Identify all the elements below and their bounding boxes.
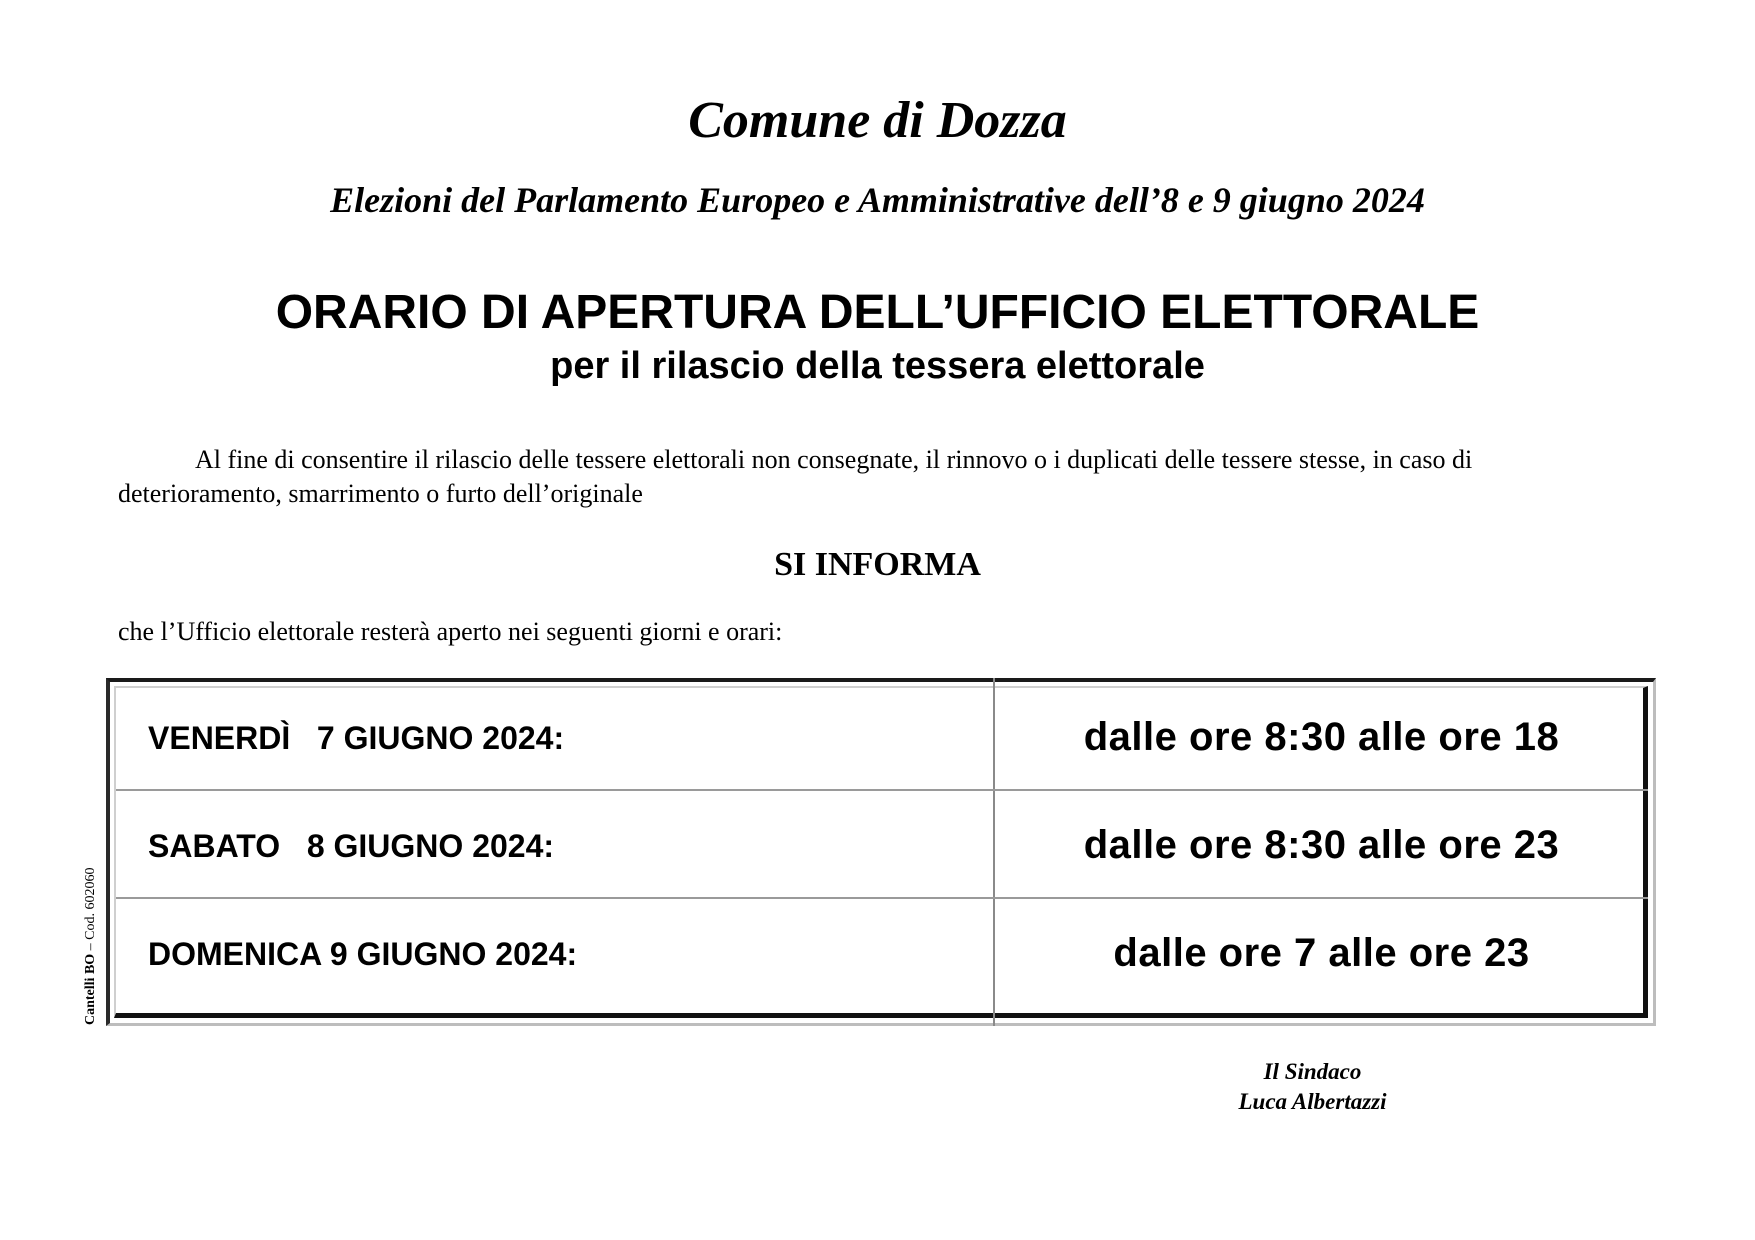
announcement-heading: SI INFORMA — [774, 546, 981, 583]
election-subtitle: Elezioni del Parlamento Europeo e Amministrative dell’8 e 9 giugno 2024 — [330, 180, 1425, 220]
schedule-day: DOMENICA 9 GIUGNO 2024: — [148, 936, 578, 972]
schedule-hours: dalle ore 8:30 alle ore 23 — [1083, 823, 1560, 867]
printer-name: Cantelli BO — [83, 953, 98, 1025]
page-title: Comune di Dozza — [688, 92, 1067, 149]
signature-name: Luca Albertazzi — [1238, 1089, 1387, 1114]
notice-heading: ORARIO DI APERTURA DELL’UFFICIO ELETTORALE — [275, 286, 1480, 339]
printer-code-number: – Cod. 602060 — [83, 867, 98, 954]
notice-subheading: per il rilascio della tessera elettorale — [550, 345, 1205, 387]
table-row-divider — [116, 789, 1648, 791]
schedule-day: VENERDÌ 7 GIUGNO 2024: — [148, 720, 565, 756]
schedule-hours: dalle ore 8:30 alle ore 18 — [1083, 715, 1560, 759]
signature-role: Il Sindaco — [1263, 1059, 1362, 1084]
printer-code — [83, 867, 99, 1025]
schedule-day: SABATO 8 GIUGNO 2024: — [148, 828, 555, 864]
table-row-divider — [116, 897, 1648, 899]
intro-paragraph: Al fine di consentire il rilascio delle tessere elettorali non consegnate, il rinnovo o i duplicati delle tessere stesse, in caso di deterioramento, smarrimento o furto dell’originale — [118, 445, 1473, 508]
lead-sentence: che l’Ufficio elettorale resterà aperto nei seguenti giorni e orari: — [118, 617, 783, 646]
schedule-hours: dalle ore 7 alle ore 23 — [1113, 931, 1530, 975]
